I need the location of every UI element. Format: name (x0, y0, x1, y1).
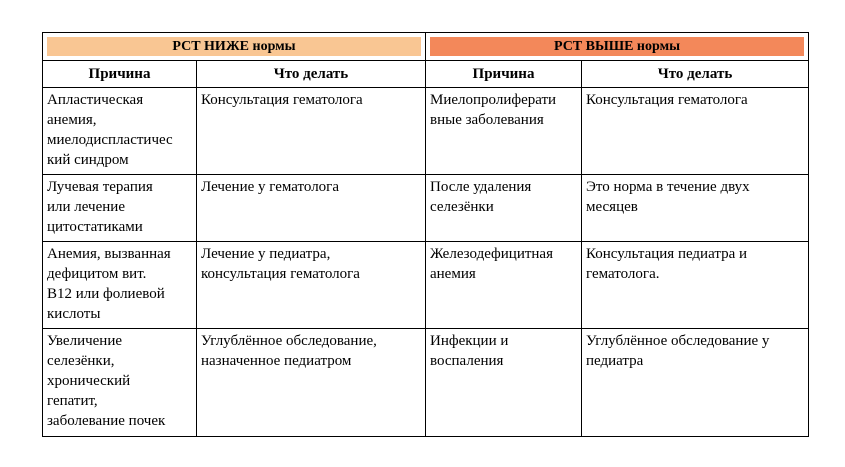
cell-text-line: заболевание почек (47, 413, 166, 429)
low-action-cell (197, 242, 426, 329)
high-action-header: Что делать (582, 61, 809, 88)
banner-row (43, 33, 809, 61)
cell-text-line: Это норма в течение двух (586, 179, 750, 195)
cell-text-line: Инфекции и (430, 333, 509, 349)
cell-text-line: или лечение (47, 199, 125, 215)
low-rdw-title: РСТ НИЖЕ нормы (47, 37, 421, 56)
cell-text-line: цитостатиками (47, 219, 143, 235)
cell-text-line: месяцев (586, 199, 638, 215)
cell-text-line: вные заболевания (430, 112, 544, 128)
cell-text-line: селезёнки, (47, 353, 115, 369)
high-action-cell (582, 88, 809, 175)
high-cause-cell (426, 242, 582, 329)
cell-text-line: кий синдром (47, 152, 129, 168)
cell-text-line: Лечение у педиатра, (201, 246, 331, 262)
low-cause-cell (43, 329, 197, 437)
cell-text-line: анемия (430, 266, 476, 282)
cell-text-line: гепатит, (47, 393, 98, 409)
cell-text-line: дефицитом вит. (47, 266, 147, 282)
high-cause-cell (426, 88, 582, 175)
cell-text-line: воспаления (430, 353, 504, 369)
cell-text-line: Железодефицитная (430, 246, 553, 262)
rdw-table-container (42, 32, 808, 437)
high-cause-cell (426, 175, 582, 242)
table-row (43, 88, 809, 175)
table-row (43, 329, 809, 437)
cell-text-line: B12 или фолиевой (47, 286, 165, 302)
cell-text-line: Консультация гематолога (586, 92, 748, 108)
cell-text-line: селезёнки (430, 199, 494, 215)
low-cause-cell (43, 175, 197, 242)
rdw-table (42, 32, 809, 437)
cell-text-line: Миелопролиферати (430, 92, 557, 108)
cell-text-line: анемия, (47, 112, 97, 128)
cell-text-line: кислоты (47, 306, 101, 322)
high-action-cell (582, 242, 809, 329)
cell-text-line: педиатра (586, 353, 644, 369)
high-cause-cell (426, 329, 582, 437)
high-action-cell (582, 175, 809, 242)
low-action-header: Что делать (197, 61, 426, 88)
table-row (43, 242, 809, 329)
high-action-cell (582, 329, 809, 437)
low-cause-header: Причина (43, 61, 197, 88)
low-action-cell (197, 329, 426, 437)
cell-text-line: гематолога. (586, 266, 660, 282)
table-body (43, 88, 809, 437)
cell-text-line: консультация гематолога (201, 266, 360, 282)
high-rdw-banner-cell (426, 33, 809, 61)
low-action-cell (197, 175, 426, 242)
cell-text-line: Увеличение (47, 333, 123, 349)
cell-text-line: Углублённое обследование, (201, 333, 377, 349)
cell-text-line: Анемия, вызванная (47, 246, 171, 262)
column-header-row (43, 61, 809, 88)
high-cause-header: Причина (426, 61, 582, 88)
table-row (43, 175, 809, 242)
low-rdw-banner-cell (43, 33, 426, 61)
cell-text-line: После удаления (430, 179, 532, 195)
cell-text-line: Апластическая (47, 92, 144, 108)
cell-text-line: миелодиспластичес (47, 132, 173, 148)
high-rdw-title: РСТ ВЫШЕ нормы (430, 37, 804, 56)
low-cause-cell (43, 88, 197, 175)
cell-text-line: хронический (47, 373, 131, 389)
cell-text-line: Лечение у гематолога (201, 179, 339, 195)
cell-text-line: Лучевая терапия (47, 179, 153, 195)
low-action-cell (197, 88, 426, 175)
low-cause-cell (43, 242, 197, 329)
cell-text-line: назначенное педиатром (201, 353, 352, 369)
cell-text-line: Углублённое обследование у (586, 333, 770, 349)
cell-text-line: Консультация педиатра и (586, 246, 748, 262)
cell-text-line: Консультация гематолога (201, 92, 363, 108)
